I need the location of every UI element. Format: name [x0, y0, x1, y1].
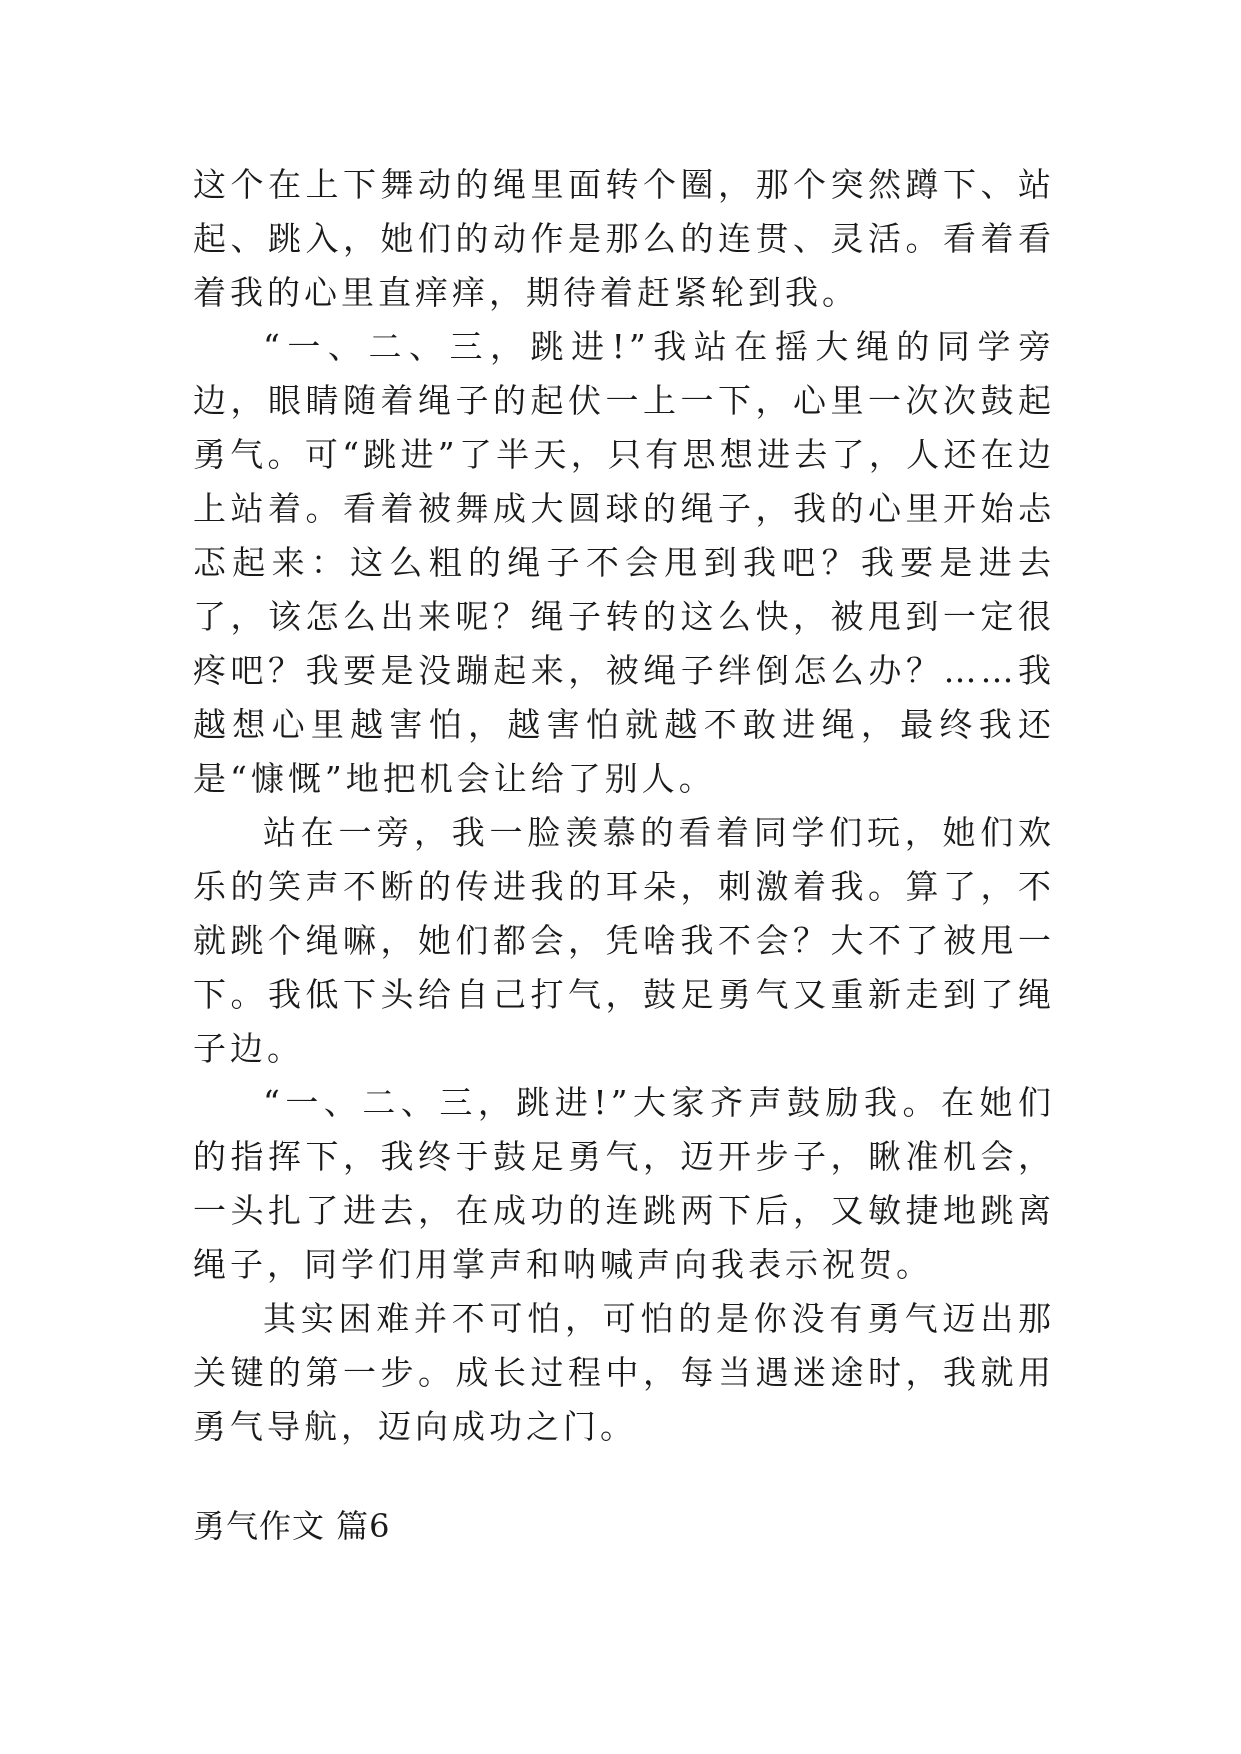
paragraph-3: 站在一旁，我一脸羡慕的看着同学们玩，她们欢乐的笑声不断的传进我的耳朵，刺激着我。算了，不就跳个绳嘛，她们都会，凭啥我不会？大不了被甩一下。我低下头给自己打气，鼓足勇气又重新走到了绳子边。 — [193, 813, 1055, 1068]
paragraph-5: 其实困难并不可怕，可怕的是你没有勇气迈出那关键的第一步。成长过程中，每当遇迷途时，我就用勇气导航，迈向成功之门。 — [193, 1299, 1055, 1446]
paragraph-4: “一、二、三，跳进!”大家齐声鼓励我。在她们的指挥下，我终于鼓足勇气，迈开步子，瞅准机会，一头扎了进去，在成功的连跳两下后，又敏捷地跳离绳子，同学们用掌声和呐喊声向我表示祝贺。 — [193, 1083, 1055, 1284]
paragraph-1: 这个在上下舞动的绳里面转个圈，那个突然蹲下、站起、跳入，她们的动作是那么的连贯、灵活。看着看着我的心里直痒痒，期待着赶紧轮到我。 — [193, 165, 1055, 312]
section-heading: 勇气作文 篇6 — [193, 1507, 391, 1545]
document-body — [193, 158, 1055, 1454]
paragraph-2: “一、二、三，跳进!”我站在摇大绳的同学旁边，眼睛随着绳子的起伏一上一下，心里一次次鼓起勇气。可“跳进”了半天，只有思想进去了，人还在边上站着。看着被舞成大圆球的绳子，我的心里开始忐忑起来：这么粗的绳子不会甩到我吧？我要是进去了，该怎么出来呢？绳子转的这么快，被甩到一定很疼吧？我要是没蹦起来，被绳子绊倒怎么办？……我越想心里越害怕，越害怕就越不敢进绳，最终我还是“慷慨”地把机会让给了别人。 — [193, 327, 1055, 798]
